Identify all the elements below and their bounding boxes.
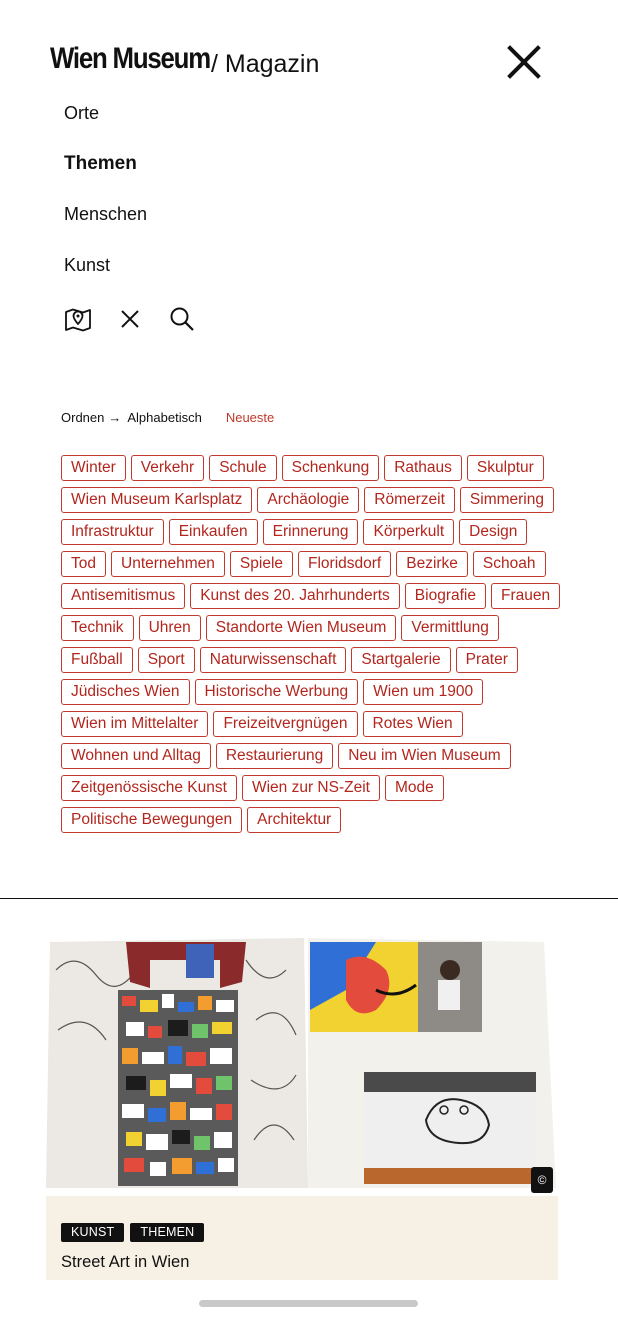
- copyright-icon[interactable]: ©: [531, 1167, 553, 1193]
- tag-chip[interactable]: Spiele: [230, 551, 293, 577]
- tag-chip[interactable]: Römerzeit: [364, 487, 455, 513]
- tag-chip[interactable]: Rotes Wien: [363, 711, 463, 737]
- logo[interactable]: Wien Museum: [50, 42, 210, 75]
- category-badge-themen[interactable]: THEMEN: [130, 1223, 204, 1242]
- tag-chip[interactable]: Biografie: [405, 583, 486, 609]
- nav-item-orte[interactable]: Orte: [64, 103, 100, 123]
- tag-chip[interactable]: Historische Werbung: [195, 679, 359, 705]
- tag-chip[interactable]: Neu im Wien Museum: [338, 743, 510, 769]
- tag-chip[interactable]: Körperkult: [363, 519, 454, 545]
- tag-chip[interactable]: Tod: [61, 551, 106, 577]
- divider: [0, 898, 618, 899]
- sort-bar: [61, 410, 298, 425]
- tag-chip[interactable]: Technik: [61, 615, 134, 641]
- badge-list: [61, 1223, 204, 1242]
- close-menu-icon[interactable]: [504, 42, 544, 82]
- tag-chip[interactable]: Wien zur NS-Zeit: [242, 775, 380, 801]
- header: [50, 40, 550, 90]
- tag-list: [61, 455, 561, 833]
- tag-chip[interactable]: Skulptur: [467, 455, 544, 481]
- tag-chip[interactable]: Frauen: [491, 583, 560, 609]
- tag-chip[interactable]: Schoah: [473, 551, 546, 577]
- tag-chip[interactable]: Freizeitvergnügen: [213, 711, 357, 737]
- book-photo: [46, 930, 558, 1196]
- sort-option-alphabetisch[interactable]: Alphabetisch: [127, 410, 202, 425]
- tag-chip[interactable]: Vermittlung: [401, 615, 499, 641]
- tag-chip[interactable]: Erinnerung: [263, 519, 359, 545]
- sort-option-neueste[interactable]: Neueste: [225, 410, 275, 425]
- tag-chip[interactable]: Antisemitismus: [61, 583, 185, 609]
- tag-chip[interactable]: Unternehmen: [111, 551, 225, 577]
- tag-chip[interactable]: Prater: [456, 647, 518, 673]
- tag-chip[interactable]: Schenkung: [282, 455, 380, 481]
- tag-chip[interactable]: Jüdisches Wien: [61, 679, 190, 705]
- tag-chip[interactable]: Standorte Wien Museum: [206, 615, 397, 641]
- tag-chip[interactable]: Zeitgenössische Kunst: [61, 775, 237, 801]
- clear-filter-icon[interactable]: [116, 305, 144, 333]
- tag-chip[interactable]: Architektur: [247, 807, 341, 833]
- article-card[interactable]: [46, 930, 558, 1280]
- tag-chip[interactable]: Kunst des 20. Jahrhunderts: [190, 583, 400, 609]
- tag-chip[interactable]: Wohnen und Alltag: [61, 743, 211, 769]
- tag-chip[interactable]: Infrastruktur: [61, 519, 164, 545]
- main-nav: [64, 100, 147, 302]
- tag-chip[interactable]: Verkehr: [131, 455, 204, 481]
- tag-chip[interactable]: Floridsdorf: [298, 551, 391, 577]
- tag-chip[interactable]: Einkaufen: [169, 519, 258, 545]
- article-image[interactable]: [46, 930, 558, 1196]
- tag-chip[interactable]: Wien um 1900: [363, 679, 483, 705]
- tag-chip[interactable]: Uhren: [139, 615, 201, 641]
- tag-chip[interactable]: Sport: [138, 647, 195, 673]
- tag-chip[interactable]: Schule: [209, 455, 276, 481]
- tag-chip[interactable]: Simmering: [460, 487, 554, 513]
- tag-chip[interactable]: Naturwissenschaft: [200, 647, 347, 673]
- search-icon[interactable]: [168, 305, 196, 333]
- article-title[interactable]: Street Art in Wien: [61, 1253, 190, 1271]
- nav-item-themen[interactable]: Themen: [64, 152, 137, 174]
- tag-chip[interactable]: Politische Bewegungen: [61, 807, 242, 833]
- tag-chip[interactable]: Wien im Mittelalter: [61, 711, 208, 737]
- home-indicator: [199, 1300, 418, 1307]
- category-badge-kunst[interactable]: KUNST: [61, 1223, 124, 1242]
- sort-label: Ordnen: [61, 410, 105, 425]
- tag-chip[interactable]: Startgalerie: [351, 647, 450, 673]
- tag-chip[interactable]: Design: [459, 519, 527, 545]
- tag-chip[interactable]: Wien Museum Karlsplatz: [61, 487, 252, 513]
- tool-bar: [64, 305, 196, 333]
- nav-item-menschen[interactable]: Menschen: [64, 204, 148, 224]
- tag-chip[interactable]: Fußball: [61, 647, 133, 673]
- tag-chip[interactable]: Rathaus: [384, 455, 462, 481]
- tag-chip[interactable]: Restaurierung: [216, 743, 333, 769]
- nav-item-kunst[interactable]: Kunst: [64, 254, 111, 275]
- article-card-body: [46, 1196, 558, 1280]
- map-icon[interactable]: [64, 305, 92, 333]
- tag-chip[interactable]: Bezirke: [396, 551, 468, 577]
- tag-chip[interactable]: Archäologie: [257, 487, 359, 513]
- tag-chip[interactable]: Winter: [61, 455, 126, 481]
- section-title[interactable]: / Magazin: [211, 50, 320, 78]
- tag-chip[interactable]: Mode: [385, 775, 444, 801]
- arrow-right-icon: →: [108, 410, 122, 425]
